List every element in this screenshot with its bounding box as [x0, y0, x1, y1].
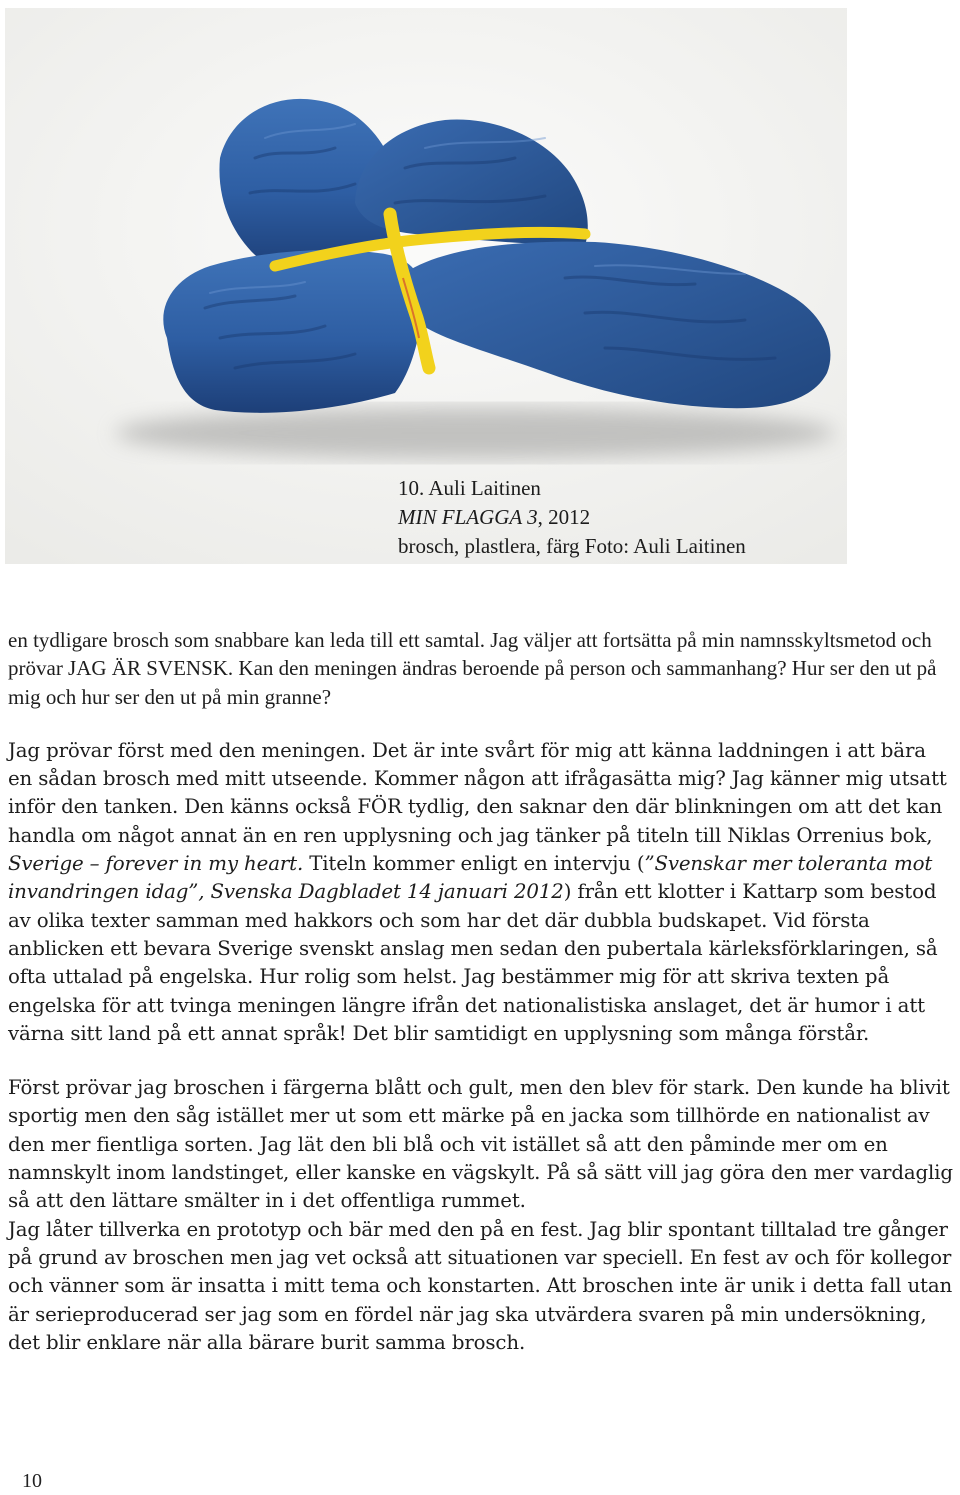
paragraph-gap: [8, 1048, 956, 1074]
photo-caption: [398, 474, 838, 561]
book-title: Sverige – forever in my heart.: [8, 852, 304, 876]
paragraph-2-text-c: ) från ett klotter i Kattarp som bestod av olika texter samman med hakkors och som har det där dubbla budskapet. Vid första anblicken ett bevara Sverige svenskt anslag men sedan den pubertala kärleksförklaringen, så ofta uttalad på engelska. Hur rolig som helst. Jag bestämmer mig för att skriva texten på engelska för att tvinga meningen längre ifrån det nationalistiska anslaget, det är humor i att värna sitt land på ett annat språk! Det blir samtidigt en upplysning som många förstår.: [8, 880, 938, 1045]
caption-year: , 2012: [537, 505, 591, 529]
page-number: 10: [22, 1470, 42, 1492]
article-body: [8, 626, 956, 1357]
paragraph-gap: [8, 711, 956, 737]
paragraph-2-text-b: Titeln kommer enligt en intervju (: [303, 852, 645, 876]
caption-artist: 10. Auli Laitinen: [398, 476, 541, 500]
caption-title-line: [398, 503, 838, 532]
paragraph-2: [8, 737, 956, 1048]
paragraph-3: Först prövar jag broschen i färgerna blått och gult, men den blev för stark. Den kunde ha blivit sportig men den såg istället mer ut som ett märke på en jacka som tillhörde en nationalist av den mer fientliga sorten. Jag lät den bli blå och vit istället så att den påminde mer om en namnskylt inom landstinget, eller kanske en vägskylt. På så sätt vill jag göra den mer vardaglig så att den lättare smälter in i det offentliga rummet.: [8, 1076, 953, 1213]
article-reference: ”Svenskar mer toleranta mot invandringen idag”, Svenska Dagbladet 14 januari 2012: [8, 852, 933, 904]
paragraph-4: Jag låter tillverka en prototyp och bär med den på en fest. Jag blir spontant tilltalad tre gånger på grund av broschen men jag vet också att situationen var speciell. En fest av och för kollegor och vänner som är insatta i mitt tema och konstarten. Att broschen inte är unik i detta fall utan är serieproducerad ser jag som en fördel när jag ska utvärdera svaren på min undersökning, det blir enklare när alla bärare burit samma brosch.: [8, 1217, 953, 1354]
paragraph-1: en tydligare brosch som snabbare kan leda till ett samtal. Jag väljer att fortsätta på min namnsskyltsmetod och prövar JAG ÄR SVENSK. Kan den meningen ändras beroende på person och sammanhang? Hur ser den ut på mig och hur ser den ut på min granne?: [8, 628, 937, 709]
caption-title: MIN FLAGGA 3: [398, 505, 538, 529]
paragraph-2-text-a: Jag prövar först med den meningen. Det är inte svårt för mig att känna laddningen i att bära en sådan brosch med mitt utseende. Kommer någon att ifrågasätta mig? Jag känner mig utsatt inför den tanken. Den känns också FÖR tydlig, den saknar den där blinkningen om att det kan handla om något annat än en ren upplysning och jag tänker på titeln till Niklas Orrenius bok,: [8, 738, 947, 847]
caption-materials: brosch, plastlera, färg Foto: Auli Laitinen: [398, 534, 746, 558]
